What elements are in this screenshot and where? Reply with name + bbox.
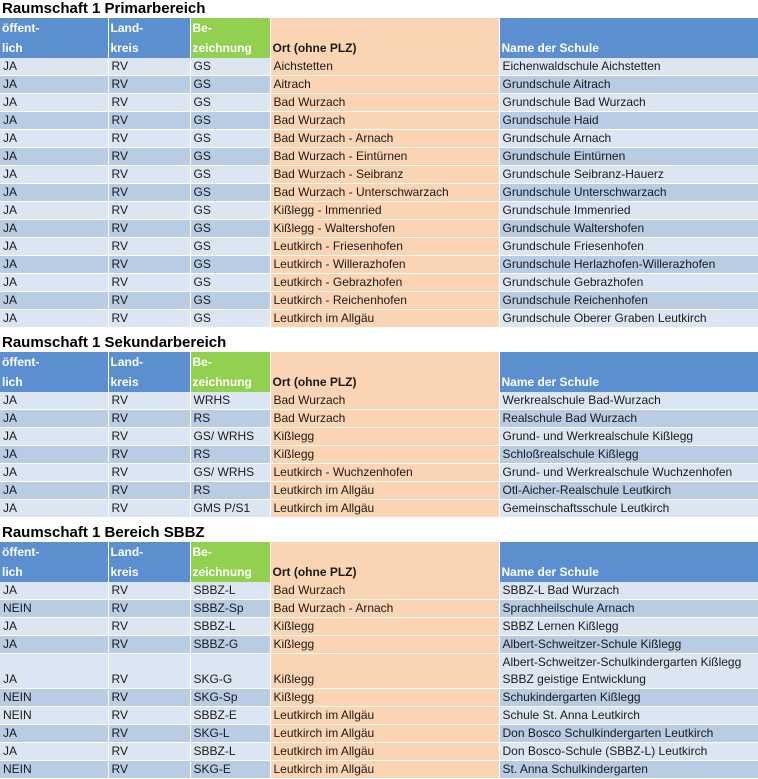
cell-oeffentlich[interactable]: JA (0, 76, 108, 94)
header-bezeichnung[interactable]: Be- zeichnung (190, 352, 270, 392)
cell-schule[interactable]: Gemeinschaftsschule Leutkirch (499, 500, 758, 518)
cell-bezeichnung[interactable]: GS (190, 166, 270, 184)
cell-landkreis[interactable]: RV (108, 310, 190, 328)
cell-bezeichnung[interactable]: GS (190, 94, 270, 112)
cell-bezeichnung[interactable]: RS (190, 446, 270, 464)
cell-ort[interactable]: Kißlegg (270, 689, 499, 707)
cell-landkreis[interactable]: RV (108, 392, 190, 410)
table-row[interactable] (0, 482, 758, 500)
cell-oeffentlich[interactable]: JA (0, 654, 108, 689)
cell-landkreis[interactable]: RV (108, 76, 190, 94)
cell-bezeichnung[interactable]: SBBZ-E (190, 707, 270, 725)
cell-ort[interactable]: Leutkirch - Friesenhofen (270, 238, 499, 256)
cell-ort[interactable]: Bad Wurzach - Arnach (270, 130, 499, 148)
header-row (0, 542, 758, 582)
cell-oeffentlich[interactable]: JA (0, 112, 108, 130)
table-row[interactable] (0, 256, 758, 274)
cell-ort[interactable]: Leutkirch im Allgäu (270, 707, 499, 725)
table-row[interactable] (0, 689, 758, 707)
cell-ort[interactable]: Leutkirch im Allgäu (270, 482, 499, 500)
cell-oeffentlich[interactable]: JA (0, 220, 108, 238)
table-row[interactable] (0, 725, 758, 743)
cell-oeffentlich[interactable]: JA (0, 148, 108, 166)
cell-oeffentlich[interactable]: JA (0, 743, 108, 761)
section-title: Raumschaft 1 Primarbereich (2, 0, 206, 17)
cell-schule[interactable]: Schukindergarten Kißlegg (499, 689, 758, 707)
cell-ort[interactable]: Bad Wurzach - Eintürnen (270, 148, 499, 166)
cell-landkreis[interactable]: RV (108, 220, 190, 238)
cell-bezeichnung[interactable]: GS (190, 238, 270, 256)
header-oeffentlich[interactable]: öffent- lich (0, 542, 108, 582)
cell-oeffentlich[interactable]: JA (0, 310, 108, 328)
cell-bezeichnung[interactable]: GS (190, 220, 270, 238)
school-table (0, 352, 758, 518)
table-row[interactable] (0, 310, 758, 328)
table-row[interactable] (0, 618, 758, 636)
table-row[interactable] (0, 166, 758, 184)
cell-ort[interactable]: Aitrach (270, 76, 499, 94)
cell-bezeichnung[interactable]: SBBZ-G (190, 636, 270, 654)
cell-landkreis[interactable]: RV (108, 482, 190, 500)
cell-oeffentlich[interactable]: JA (0, 446, 108, 464)
cell-bezeichnung[interactable]: WRHS (190, 392, 270, 410)
table-row[interactable] (0, 220, 758, 238)
cell-landkreis[interactable]: RV (108, 238, 190, 256)
cell-landkreis[interactable]: RV (108, 464, 190, 482)
cell-schule[interactable]: Schloßrealschule Kißlegg (499, 446, 758, 464)
cell-schule[interactable]: Sprachheilschule Arnach (499, 600, 758, 618)
cell-ort[interactable]: Leutkirch - Gebrazhofen (270, 274, 499, 292)
cell-landkreis[interactable]: RV (108, 636, 190, 654)
cell-schule[interactable]: Grundschule Reichenhofen (499, 292, 758, 310)
cell-landkreis[interactable]: RV (108, 148, 190, 166)
cell-landkreis[interactable]: RV (108, 500, 190, 518)
cell-oeffentlich[interactable]: NEIN (0, 600, 108, 618)
cell-bezeichnung[interactable]: GS/ WRHS (190, 464, 270, 482)
cell-bezeichnung[interactable]: GS (190, 112, 270, 130)
cell-schule[interactable]: Grundschule Oberer Graben Leutkirch (499, 310, 758, 328)
header-bezeichnung[interactable]: Be- zeichnung (190, 18, 270, 58)
cell-oeffentlich[interactable]: JA (0, 482, 108, 500)
cell-ort[interactable]: Bad Wurzach (270, 112, 499, 130)
cell-oeffentlich[interactable]: NEIN (0, 761, 108, 779)
cell-landkreis[interactable]: RV (108, 166, 190, 184)
table-row[interactable] (0, 392, 758, 410)
cell-ort[interactable]: Leutkirch im Allgäu (270, 500, 499, 518)
cell-schule[interactable]: Grundschule Seibranz-Hauerz (499, 166, 758, 184)
cell-landkreis[interactable]: RV (108, 654, 190, 689)
cell-landkreis[interactable]: RV (108, 446, 190, 464)
table-row[interactable] (0, 464, 758, 482)
cell-schule[interactable]: Grundschule Immenried (499, 202, 758, 220)
cell-oeffentlich[interactable]: JA (0, 464, 108, 482)
cell-bezeichnung[interactable]: GS/ WRHS (190, 428, 270, 446)
section-title: Raumschaft 1 Sekundarbereich (2, 334, 227, 351)
table-row[interactable] (0, 446, 758, 464)
cell-landkreis[interactable]: RV (108, 58, 190, 76)
table-row[interactable] (0, 636, 758, 654)
table-row[interactable] (0, 112, 758, 130)
section-title: Raumschaft 1 Bereich SBBZ (2, 524, 205, 541)
cell-landkreis[interactable]: RV (108, 743, 190, 761)
header-schule[interactable]: Name der Schule (499, 542, 758, 582)
cell-landkreis[interactable]: RV (108, 112, 190, 130)
header-bezeichnung[interactable]: Be- zeichnung (190, 542, 270, 582)
cell-bezeichnung[interactable]: GS (190, 148, 270, 166)
cell-bezeichnung[interactable]: GS (190, 58, 270, 76)
header-row (0, 352, 758, 392)
cell-schule[interactable]: SBBZ Lernen Kißlegg (499, 618, 758, 636)
cell-schule[interactable]: Grund- und Werkrealschule Kißlegg (499, 428, 758, 446)
header-row (0, 18, 758, 58)
cell-ort[interactable]: Kißlegg (270, 446, 499, 464)
table-row[interactable] (0, 428, 758, 446)
cell-landkreis[interactable]: RV (108, 618, 190, 636)
table-row[interactable] (0, 600, 758, 618)
cell-ort[interactable]: Bad Wurzach - Seibranz (270, 166, 499, 184)
table-row[interactable] (0, 410, 758, 428)
cell-schule[interactable]: Grundschule Bad Wurzach (499, 94, 758, 112)
table-row[interactable] (0, 500, 758, 518)
cell-landkreis[interactable]: RV (108, 761, 190, 779)
cell-landkreis[interactable]: RV (108, 292, 190, 310)
school-table (0, 542, 758, 779)
cell-oeffentlich[interactable]: JA (0, 410, 108, 428)
cell-bezeichnung[interactable]: GS (190, 256, 270, 274)
cell-schule[interactable]: Grundschule Waltershofen (499, 220, 758, 238)
cell-oeffentlich[interactable]: JA (0, 392, 108, 410)
table-row[interactable] (0, 274, 758, 292)
cell-bezeichnung[interactable]: SKG-Sp (190, 689, 270, 707)
cell-bezeichnung[interactable]: GMS P/S1 (190, 500, 270, 518)
cell-oeffentlich[interactable]: JA (0, 292, 108, 310)
cell-bezeichnung[interactable]: GS (190, 292, 270, 310)
cell-schule[interactable]: Realschule Bad Wurzach (499, 410, 758, 428)
cell-oeffentlich[interactable]: JA (0, 94, 108, 112)
table-row[interactable] (0, 743, 758, 761)
cell-landkreis[interactable]: RV (108, 184, 190, 202)
cell-ort[interactable]: Kißlegg (270, 618, 499, 636)
cell-schule[interactable]: Grundschule Gebrazhofen (499, 274, 758, 292)
cell-ort[interactable]: Bad Wurzach (270, 582, 499, 600)
cell-oeffentlich[interactable]: JA (0, 618, 108, 636)
cell-schule[interactable]: Grundschule Friesenhofen (499, 238, 758, 256)
cell-oeffentlich[interactable]: NEIN (0, 689, 108, 707)
header-oeffentlich[interactable]: öffent- lich (0, 18, 108, 58)
cell-bezeichnung[interactable]: GS (190, 202, 270, 220)
table-row[interactable] (0, 202, 758, 220)
cell-schule[interactable]: Don Bosco Schulkindergarten Leutkirch (499, 725, 758, 743)
cell-oeffentlich[interactable]: JA (0, 166, 108, 184)
cell-bezeichnung[interactable]: SBBZ-L (190, 582, 270, 600)
cell-oeffentlich[interactable]: JA (0, 428, 108, 446)
table-row[interactable] (0, 582, 758, 600)
cell-landkreis[interactable]: RV (108, 600, 190, 618)
header-oeffentlich[interactable]: öffent- lich (0, 352, 108, 392)
cell-schule[interactable]: Grundschule Haid (499, 112, 758, 130)
table-row[interactable] (0, 707, 758, 725)
cell-bezeichnung[interactable]: GS (190, 184, 270, 202)
cell-oeffentlich[interactable]: JA (0, 184, 108, 202)
cell-schule[interactable]: SBBZ-L Bad Wurzach (499, 582, 758, 600)
cell-ort[interactable]: Leutkirch - Willerazhofen (270, 256, 499, 274)
cell-oeffentlich[interactable]: NEIN (0, 707, 108, 725)
cell-schule[interactable]: Schule St. Anna Leutkirch (499, 707, 758, 725)
cell-oeffentlich[interactable]: JA (0, 238, 108, 256)
cell-landkreis[interactable]: RV (108, 582, 190, 600)
cell-landkreis[interactable]: RV (108, 689, 190, 707)
cell-landkreis[interactable]: RV (108, 130, 190, 148)
cell-ort[interactable]: Leutkirch im Allgäu (270, 743, 499, 761)
cell-schule[interactable]: Grundschule Aitrach (499, 76, 758, 94)
cell-ort[interactable]: Bad Wurzach - Unterschwarzach (270, 184, 499, 202)
header-ort[interactable]: Ort (ohne PLZ) (270, 352, 499, 392)
cell-ort[interactable]: Kißlegg (270, 654, 499, 689)
cell-landkreis[interactable]: RV (108, 428, 190, 446)
cell-schule[interactable]: Werkrealschule Bad-Wurzach (499, 392, 758, 410)
cell-landkreis[interactable]: RV (108, 202, 190, 220)
cell-bezeichnung[interactable]: SKG-L (190, 725, 270, 743)
cell-oeffentlich[interactable]: JA (0, 725, 108, 743)
cell-landkreis[interactable]: RV (108, 410, 190, 428)
cell-schule[interactable]: Otl-Aicher-Realschule Leutkirch (499, 482, 758, 500)
cell-bezeichnung[interactable]: RS (190, 410, 270, 428)
cell-bezeichnung[interactable]: RS (190, 482, 270, 500)
cell-schule[interactable]: Grundschule Unterschwarzach (499, 184, 758, 202)
header-ort[interactable]: Ort (ohne PLZ) (270, 542, 499, 582)
header-schule[interactable]: Name der Schule (499, 352, 758, 392)
table-row[interactable] (0, 130, 758, 148)
cell-landkreis[interactable]: RV (108, 256, 190, 274)
cell-ort[interactable]: Leutkirch im Allgäu (270, 310, 499, 328)
header-ort[interactable]: Ort (ohne PLZ) (270, 18, 499, 58)
header-landkreis[interactable]: Land- kreis (108, 542, 190, 582)
cell-oeffentlich[interactable]: JA (0, 582, 108, 600)
cell-landkreis[interactable]: RV (108, 94, 190, 112)
cell-ort[interactable]: Kißlegg (270, 428, 499, 446)
cell-ort[interactable]: Bad Wurzach (270, 94, 499, 112)
cell-ort[interactable]: Bad Wurzach (270, 410, 499, 428)
cell-bezeichnung[interactable]: GS (190, 76, 270, 94)
cell-bezeichnung[interactable]: GS (190, 130, 270, 148)
cell-schule[interactable]: Albert-Schweitzer-Schulkindergarten Kißlegg SBBZ geistige Entwicklung (499, 654, 758, 689)
cell-oeffentlich[interactable]: JA (0, 202, 108, 220)
cell-oeffentlich[interactable]: JA (0, 500, 108, 518)
cell-ort[interactable]: Bad Wurzach (270, 392, 499, 410)
table-row[interactable] (0, 94, 758, 112)
table-row[interactable] (0, 654, 758, 689)
cell-schule[interactable]: Grundschule Arnach (499, 130, 758, 148)
cell-bezeichnung[interactable]: SBBZ-L (190, 743, 270, 761)
cell-oeffentlich[interactable]: JA (0, 58, 108, 76)
table-row[interactable] (0, 184, 758, 202)
cell-oeffentlich[interactable]: JA (0, 256, 108, 274)
cell-ort[interactable]: Kißlegg - Waltershofen (270, 220, 499, 238)
cell-schule[interactable]: Grundschule Eintürnen (499, 148, 758, 166)
cell-oeffentlich[interactable]: JA (0, 274, 108, 292)
cell-oeffentlich[interactable]: JA (0, 130, 108, 148)
header-schule[interactable]: Name der Schule (499, 18, 758, 58)
school-table (0, 18, 758, 328)
cell-ort[interactable]: Leutkirch im Allgäu (270, 761, 499, 779)
cell-ort[interactable]: Bad Wurzach - Arnach (270, 600, 499, 618)
cell-schule[interactable]: Don Bosco-Schule (SBBZ-L) Leutkirch (499, 743, 758, 761)
table-row[interactable] (0, 148, 758, 166)
cell-bezeichnung[interactable]: SBBZ-L (190, 618, 270, 636)
header-landkreis[interactable]: Land- kreis (108, 18, 190, 58)
cell-schule[interactable]: Grund- und Werkrealschule Wuchzenhofen (499, 464, 758, 482)
cell-oeffentlich[interactable]: JA (0, 636, 108, 654)
cell-bezeichnung[interactable]: SKG-E (190, 761, 270, 779)
cell-ort[interactable]: Leutkirch - Reichenhofen (270, 292, 499, 310)
header-landkreis[interactable]: Land- kreis (108, 352, 190, 392)
cell-schule[interactable]: Eichenwaldschule Aichstetten (499, 58, 758, 76)
cell-schule[interactable]: Albert-Schweitzer-Schule Kißlegg (499, 636, 758, 654)
cell-bezeichnung[interactable]: SBBZ-Sp (190, 600, 270, 618)
cell-ort[interactable]: Leutkirch - Wuchzenhofen (270, 464, 499, 482)
cell-bezeichnung[interactable]: GS (190, 274, 270, 292)
cell-bezeichnung[interactable]: GS (190, 310, 270, 328)
cell-ort[interactable]: Aichstetten (270, 58, 499, 76)
cell-landkreis[interactable]: RV (108, 274, 190, 292)
cell-schule[interactable]: Grundschule Herlazhofen-Willerazhofen (499, 256, 758, 274)
cell-landkreis[interactable]: RV (108, 725, 190, 743)
table-row[interactable] (0, 76, 758, 94)
cell-landkreis[interactable]: RV (108, 707, 190, 725)
cell-bezeichnung[interactable]: SKG-G (190, 654, 270, 689)
cell-schule[interactable]: St. Anna Schulkindergarten (499, 761, 758, 779)
cell-ort[interactable]: Kißlegg - Immenried (270, 202, 499, 220)
table-row[interactable] (0, 292, 758, 310)
table-row[interactable] (0, 238, 758, 256)
cell-ort[interactable]: Kißlegg (270, 636, 499, 654)
cell-ort[interactable]: Leutkirch im Allgäu (270, 725, 499, 743)
table-row[interactable] (0, 58, 758, 76)
